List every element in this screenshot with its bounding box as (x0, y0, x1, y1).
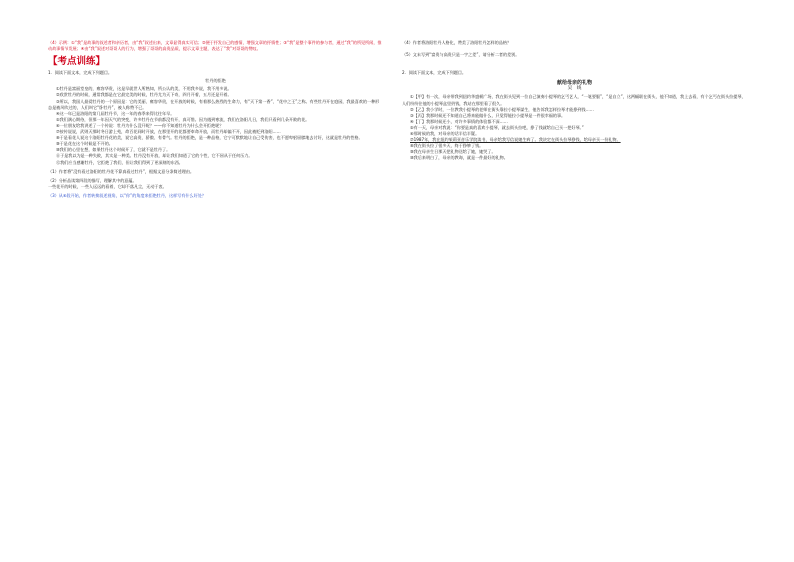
article-paragraph: ①牡丹是富丽堂皇的，雍容华贵，这是早就世人所熟知，所公认的美，不用我多说，我不用多说。 (56, 86, 232, 92)
article-paragraph: ⑥一位朋友给我讲述了一个传说：牡丹为什么没开呢？——你不知道牡丹为什么会开拒绝呢？ (56, 122, 224, 128)
article-title: 牡丹的拒绝 (205, 78, 226, 84)
article-paragraph: ⑨我在母亲生日那天把礼物送给了她，她哭了。 (410, 149, 496, 155)
question-item: （3）从⑥段开始，作者转换叙述视角，以“你”的角度来拒绝牡丹，这样写有什么好处？ (48, 192, 206, 198)
article-paragraph: ③【丙】我那时候还不知道自己将来能做什么，只觉得能拉小提琴是一件很幸福的事。 (410, 112, 566, 118)
article-paragraph: ⑧于是看花人说这个洛阳牡丹花的美，说它高贵、骄傲、有骨气。牡丹的拒绝，是一种品格，它宁可默默地让自己受伤害，也不愿卑躬屈膝地去讨好，这就是牡丹的性格。 (56, 135, 363, 141)
article-paragraph: ⑤我们满心期待，但那一年因天气的突变，许多牡丹在节前都没有开，真可惜。因为遇到寒流，我们在洛阳几日，我们只看到几朵开败的花。 (56, 116, 310, 122)
article-paragraph: ⑦按传说说，武则天那时冬日游上苑，命百花同时开放，在那里开的花都要奉命开放，而牡丹却偏不开，因此被贬到洛阳…… (56, 129, 281, 135)
article-author: 吴 线 (567, 86, 582, 92)
article-paragraph: ⑩我们的心里在想，如果牡丹这个时候开了，它就不是牡丹了。 (56, 147, 171, 153)
question-item: （4）作者将洛阳牡丹人格化，赞美了洛阳牡丹怎样的品格？ (402, 40, 512, 45)
article-paragraph: ⑧我在街头拉了很多天，终于挣够了钱。 (410, 143, 484, 149)
article-paragraph: ⑩我后来明白了，母亲的教诲，就是一件最好的礼物。 (410, 155, 508, 161)
article-paragraph: ⑪于是我以为是一种失败，其实是一种美。牡丹没有开放，却让我们知道了它的个性，它不屈从于任何压力。 (56, 153, 253, 159)
right-column (402, 40, 747, 162)
example-answer-note: （4）示例：①“我”是故事的叙述者和亲历者，由“我”叙述出来，文章显得真实可信；②便于抒发自己的感情，增强文章的抒情性；③“我”是整个事件的参与者，通过“我”的所见所闻，推动故事情节发展；④由“我”叙述对哥哥人的行为，增强了哥哥的高贵品质，提示文章主题，表达了“我”对哥哥的赞叹。 (48, 40, 382, 52)
article-paragraph: ①【甲】有一次，母亲带我到纽约华盛顿广场，我在街头见到一位自己演奏小提琴的乞丐艺人，“一笔要服”，“是自立”，这两幅联在街头，他不知道，我上去看，有个乞丐在街头拉提琴，人们纷纷往他的小提琴盒里扔钱，我站在那里看了很久。 (402, 94, 746, 106)
article-paragraph: ③所以，我国人最爱牡丹的一个原因是：它的美丽、雍容华贵，在开放的时候，有着那么热烈的生命力，有“天下第一香”、“花中之王”之称。有些牡丹开在庭园，我最喜欢的一种形态是被风吹过的，人们叫它“卧牡丹”，被人称赞不已。 (48, 98, 380, 110)
question-item: （2）分析品读第四段的描写，理解其中的意蕴。 (48, 177, 137, 183)
question-item: （5）文末写到“富贵与高贵只是一字之差”，请分析二者的差别。 (402, 52, 520, 58)
question-1-prompt: 1．阅读下面文本，完成下列题目。 (48, 70, 113, 76)
article-paragraph: ②欣赏牡丹的时候，通常我都是在它最完美的时候，牡丹尤为天下奇，四月开着，五月还是开着。 (56, 92, 232, 98)
article-paragraph: ⑨于是花在这个时候是不开的。 (56, 141, 113, 147)
article-paragraph: ⑫我们应当感谢牡丹，它拒绝了我们，但让我们得到了更深刻的东西。 (56, 159, 183, 165)
article-paragraph: ⑥那时候的我，对母亲的话半信半疑。 (410, 131, 480, 137)
question-quote: 一些花开的时候，一些人远远的看着，它却不落凡尘，无动于衷。 (48, 183, 167, 189)
left-column (48, 40, 383, 199)
article-paragraph: ⑦1987年，我在纽约茱莉亚音乐学院读书，母亲给我写信说她生病了。我决定在街头拉琴挣钱，给母亲买一份礼物。 (410, 137, 621, 143)
article-paragraph: ④这一年已是洛阳的第几届牡丹节，这一年的春季来得比往年早。 (56, 110, 175, 116)
question-2-prompt: 2．阅读下面文本，完成下列题目。 (402, 70, 467, 76)
article-title: 献给母亲的礼物 (556, 80, 592, 87)
question-item: （1）作者将“没有看过洛阳的牡丹花不算真看过牡丹”，根据文意分条简述理由。 (48, 168, 195, 174)
section-heading: 【考点训练】 (48, 56, 106, 68)
article-paragraph: ④【丁】我那时候还小，对许多事情的体验都不深…… (410, 118, 508, 124)
article-paragraph: ⑤有一天，母亲对我说：“你要是真的喜欢小提琴，就去街头拉吧，挣了钱就给自己买一把好琴。” (410, 124, 584, 130)
article-paragraph: ②【乙】我小学时，一位教我小提琴的老师在街头靠拉小提琴谋生，他告诉我怎样拉琴才能挣到钱…… (410, 106, 594, 112)
